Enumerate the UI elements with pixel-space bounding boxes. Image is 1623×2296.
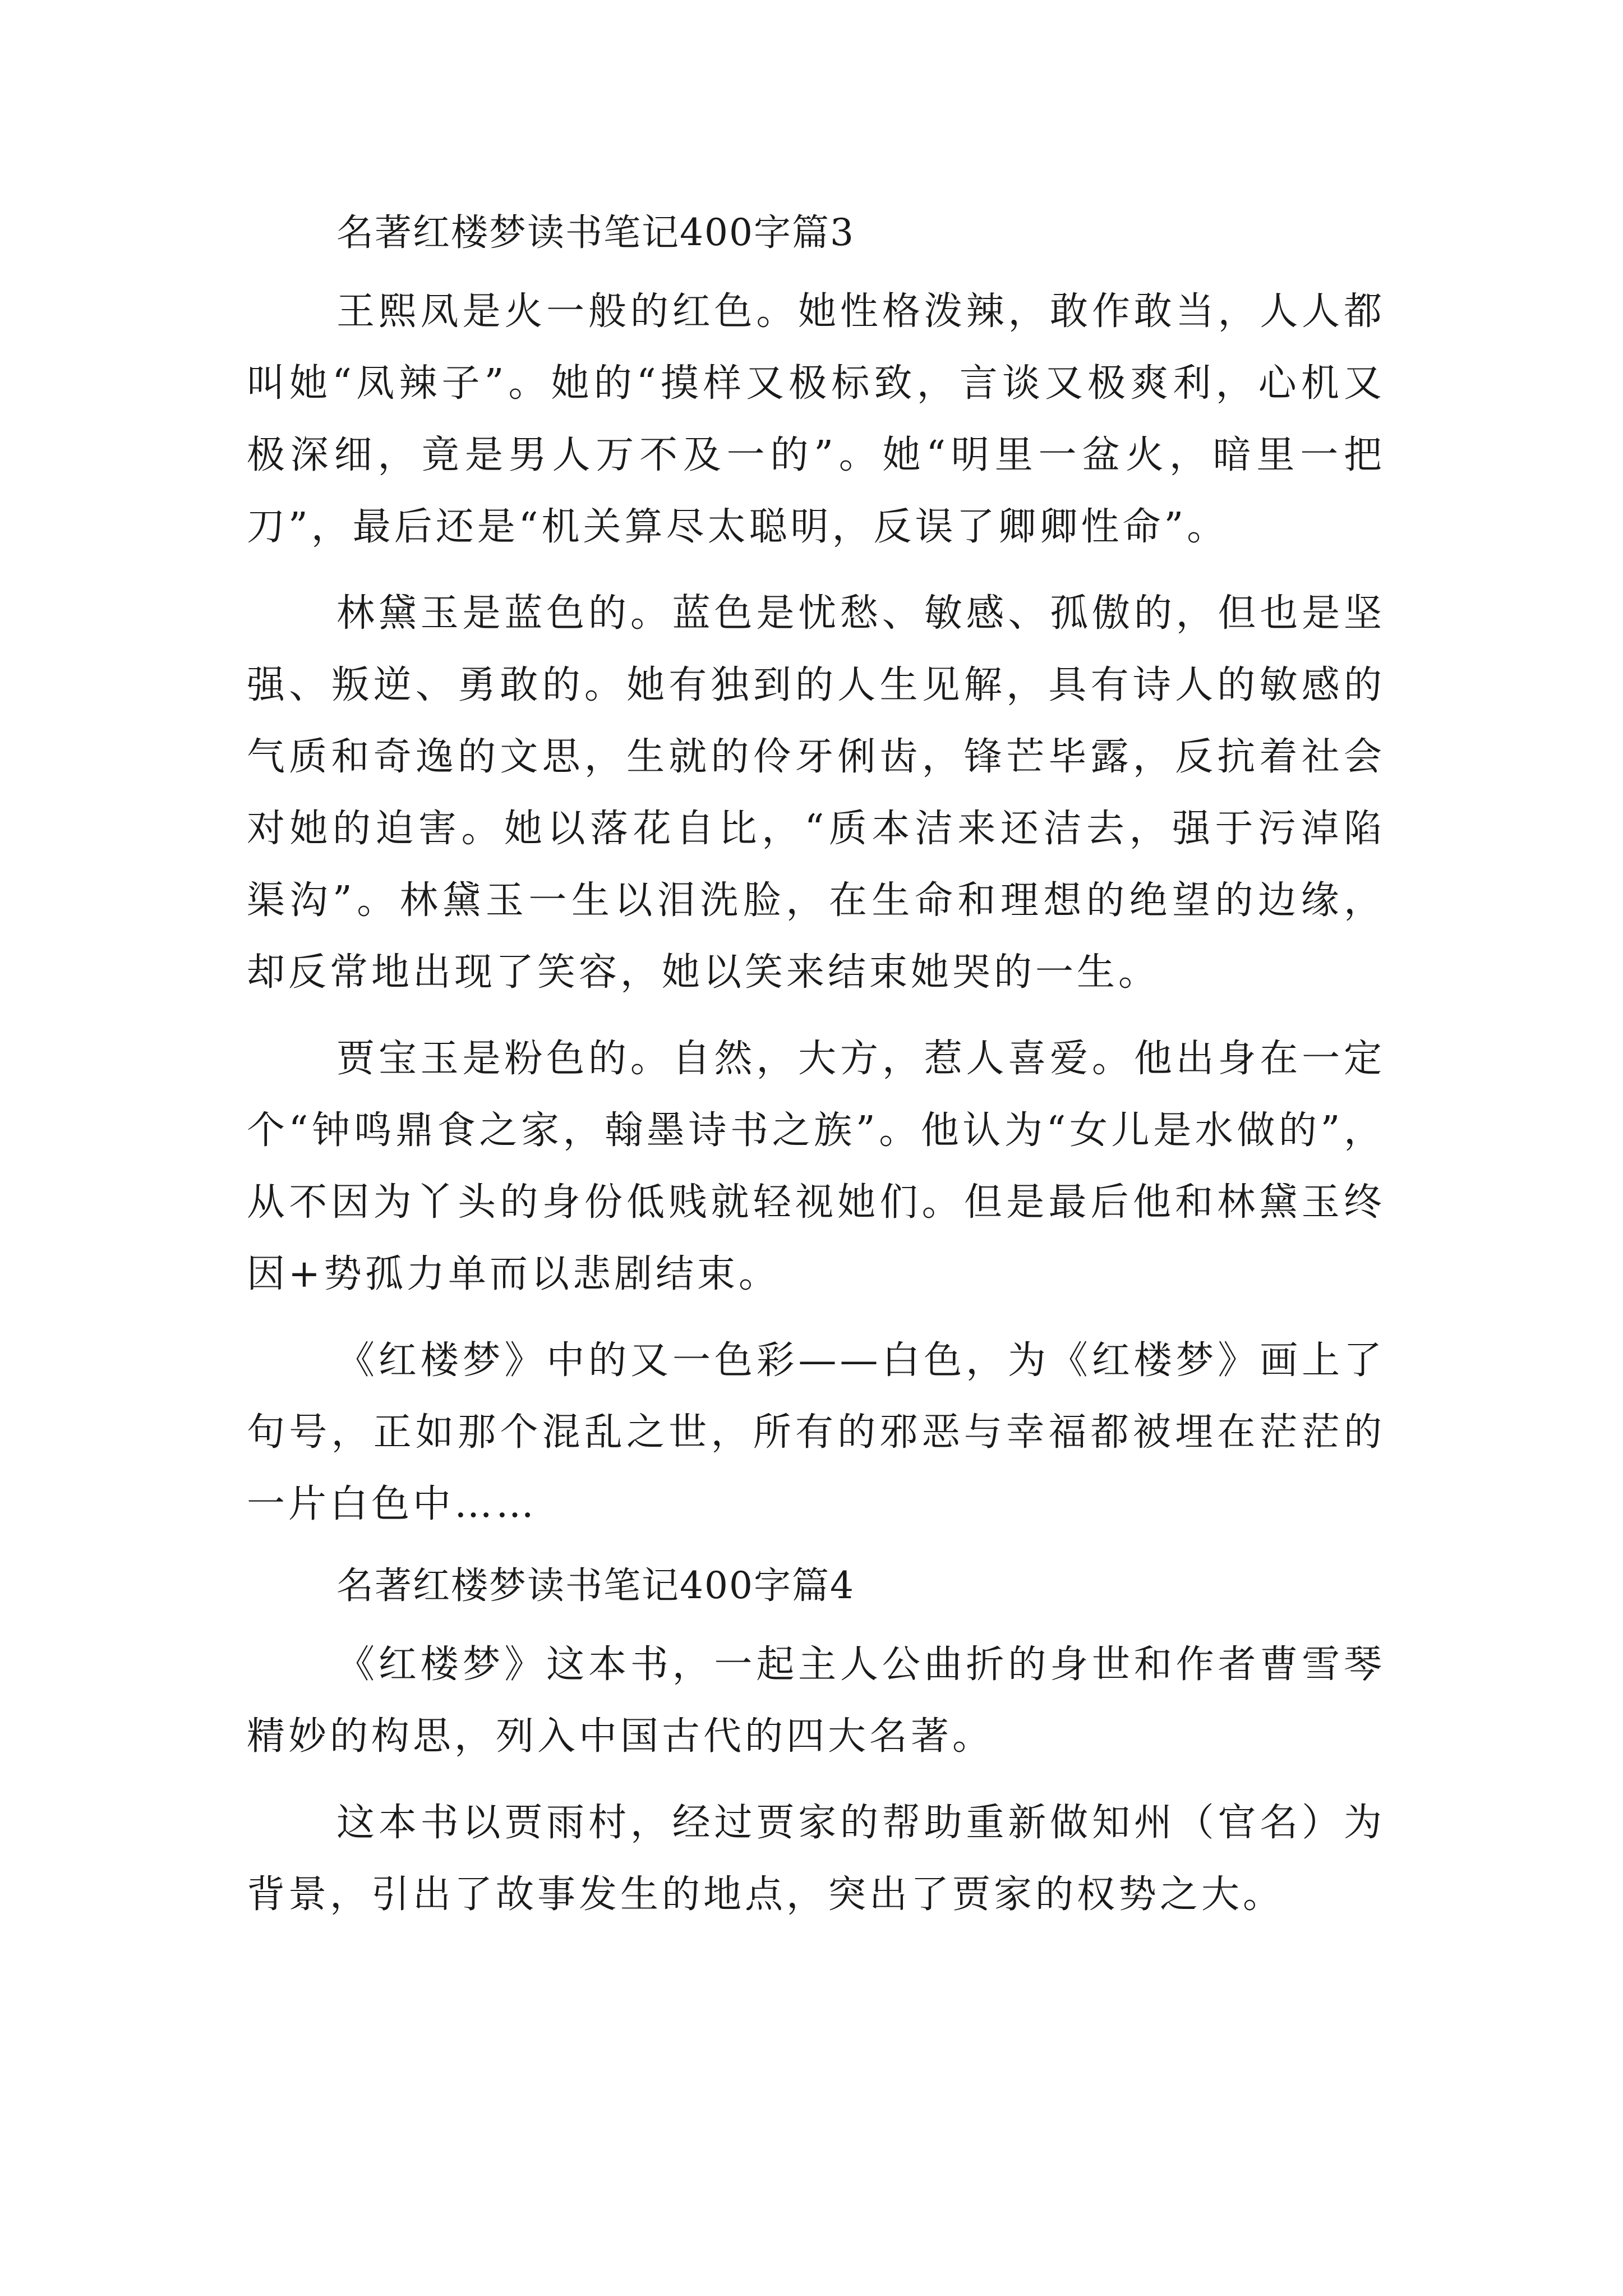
section-heading-4: 名著红楼梦读书笔记400字篇4 bbox=[336, 1564, 855, 1607]
paragraph-lin-daiyu: 林黛玉是蓝色的。蓝色是忧愁、敏感、孤傲的，但也是坚强、叛逆、勇敢的。她有独到的人生见解，具有诗人的敏感的气质和奇逸的文思，生就的伶牙俐齿，锋芒毕露，反抗着社会对她的迫害。她以落花自比，“质本洁来还洁去，强于污淖陷渠沟”。林黛玉一生以泪洗脸，在生命和理想的绝望的边缘，却反常地出现了笑容，她以笑来结束她哭的一生。 bbox=[247, 591, 1386, 995]
document-body bbox=[247, 202, 1385, 1945]
paragraph-jia-yucun: 这本书以贾雨村，经过贾家的帮助重新做知州（官名）为背景，引出了故事发生的地点，突出了贾家的权势之大。 bbox=[247, 1801, 1385, 1917]
paragraph-wang-xifeng: 王熙凤是火一般的红色。她性格泼辣，敢作敢当，人人都叫她“凤辣子”。她的“摸样又极标致，言谈又极爽利，心机又极深细，竟是男人万不及一的”。她“明里一盆火，暗里一把刀”，最后还是“机关算尽太聪明，反误了卿卿性命”。 bbox=[247, 289, 1385, 549]
paragraph-white-color: 《红楼梦》中的又一色彩——白色，为《红楼梦》画上了句号，正如那个混乱之世，所有的邪恶与幸福都被埋在茫茫的一片白色中…… bbox=[247, 1338, 1385, 1526]
paragraph-book-intro: 《红楼梦》这本书，一起主人公曲折的身世和作者曹雪琴精妙的构思，列入中国古代的四大名著。 bbox=[247, 1642, 1385, 1759]
section-heading-3: 名著红楼梦读书笔记400字篇3 bbox=[336, 211, 855, 254]
paragraph-jia-baoyu: 贾宝玉是粉色的。自然，大方，惹人喜爱。他出身在一定个“钟鸣鼎食之家，翰墨诗书之族”。他认为“女儿是水做的”，从不因为丫头的身份低贱就轻视她们。但是最后他和林黛玉终因+势孤力单而以悲剧结束。 bbox=[247, 1037, 1385, 1296]
